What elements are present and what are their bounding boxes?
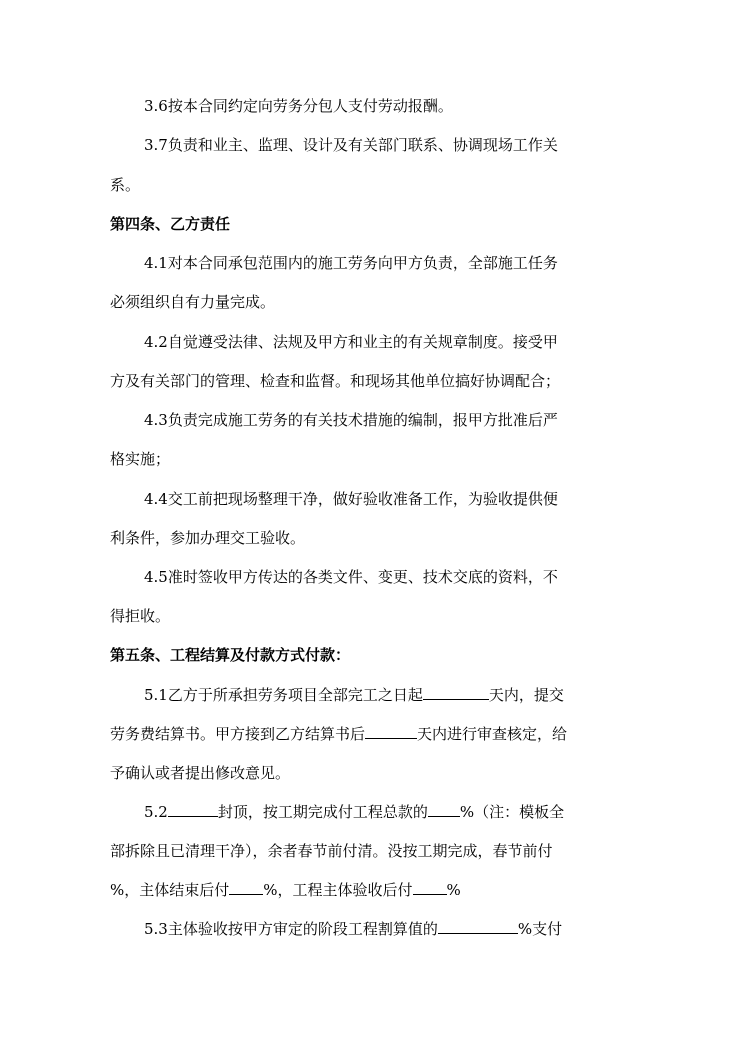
clause-4-1: 4.1对本合同承包范围内的施工劳务向甲方负责，全部施工任务 [144,254,558,272]
clause-5-1-cont [110,724,567,744]
clause-5-1-end: 予确认或者提出修改意见。 [110,764,291,782]
clause-5-2-num: 5.2 [144,803,168,821]
clause-5-3-text: 5.3主体验收按甲方审定的阶段工程割算值的 [144,920,438,938]
clause-5-3 [144,919,562,939]
clause-5-1 [144,685,564,705]
clause-4-5: 4.5准时签收甲方传达的各类文件、变更、技术交底的资料，不 [144,568,558,586]
clause-5-2-text: 封顶，按工期完成付工程总款的 [217,803,428,821]
percent-blank-2 [229,880,263,895]
clause-5-2-end-a: %，主体结束后付 [110,881,230,899]
clause-5-1-text-tail: 天内，提交 [488,686,564,704]
percent-blank-3 [413,880,447,895]
percent-blank-4 [438,919,518,934]
clause-3-7-cont: 系。 [110,176,141,194]
clause-5-1-cont-tail: 天内进行审查核定，给 [417,725,568,743]
clause-5-2-end-b: %，工程主体验收后付 [263,881,413,899]
clause-5-1-text: 5.1乙方于所承担劳务项目全部完工之日起 [144,686,423,704]
clause-4-2: 4.2自觉遵受法律、法规及甲方和业主的有关规章制度。接受甲 [144,333,558,351]
clause-5-2-end-c: % [446,881,461,899]
clause-5-2-tail: %（注：模板全 [459,803,565,821]
clause-4-4: 4.4交工前把现场整理干净，做好验收准备工作，为验收提供便 [144,490,558,508]
clause-3-7: 3.7负责和业主、监理、设计及有关部门联系、协调现场工作关 [144,136,558,154]
clause-5-2 [144,802,564,822]
article-5-heading: 第五条、工程结算及付款方式付款： [110,646,351,664]
clause-4-2-cont: 方及有关部门的管理、检查和监督。和现场其他单位搞好协调配合； [110,372,561,390]
article-4-heading: 第四条、乙方责任 [110,215,231,233]
clause-3-6: 3.6按本合同约定向劳务分包人支付劳动报酬。 [144,97,453,115]
clause-5-1-cont-text: 劳务费结算书。甲方接到乙方结算书后 [110,725,366,743]
clause-4-5-cont: 得拒收。 [110,607,171,625]
clause-4-1-cont: 必须组织自有力量完成。 [110,293,276,311]
clause-4-3-cont: 格实施； [110,450,171,468]
milestone-blank [168,802,218,817]
clause-5-2-end [110,880,461,900]
review-days-blank [365,724,417,739]
percent-blank [428,802,460,817]
clause-5-3-tail: %支付 [517,920,563,938]
clause-4-3: 4.3负责完成施工劳务的有关技术措施的编制，报甲方批准后严 [144,411,558,429]
clause-4-4-cont: 利条件，参加办理交工验收。 [110,529,306,547]
clause-5-2-cont: 部拆除且已清理干净），余者春节前付清。没按工期完成，春节前付 [110,842,553,860]
days-blank [423,685,489,700]
